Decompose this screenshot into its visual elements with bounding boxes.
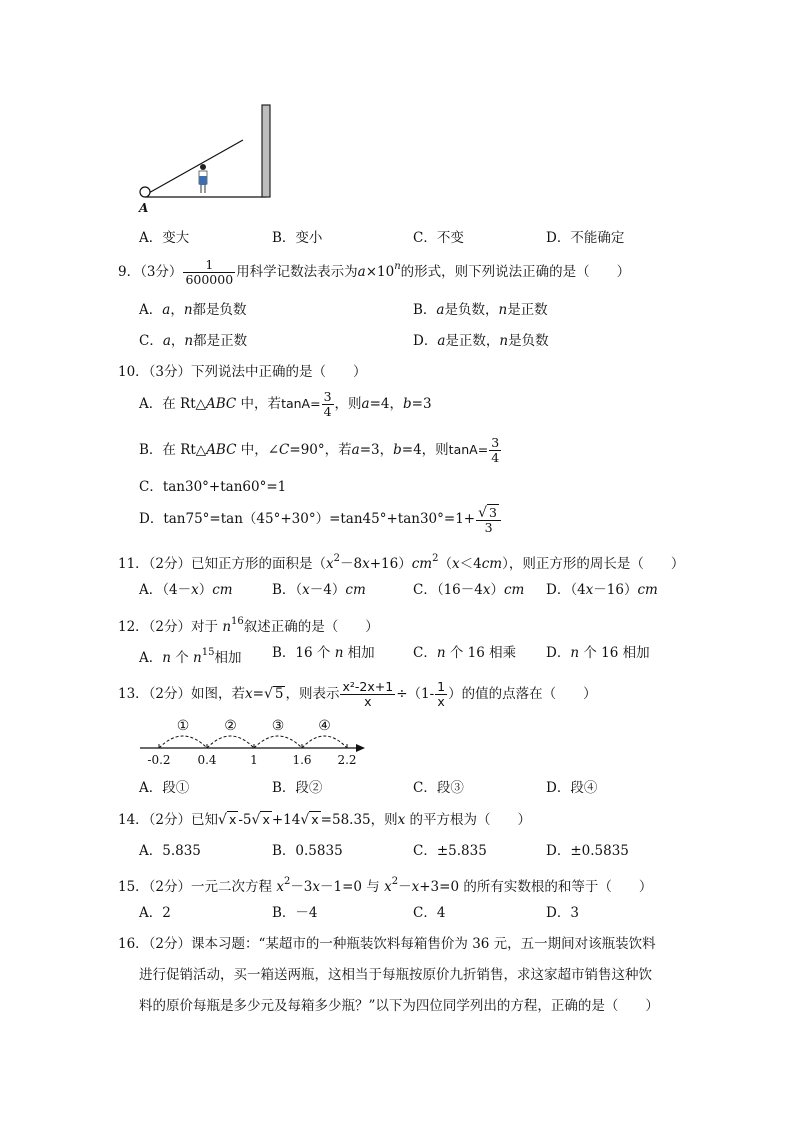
q10-stem: 10．（3分）下列说法中正确的是（ ）: [118, 364, 367, 380]
q8-option-b[interactable]: B．变小: [272, 230, 323, 246]
number-line-tick-label: 0.4: [197, 753, 217, 767]
wall-rect: [262, 105, 270, 197]
q8-option-d[interactable]: D．不能确定: [546, 230, 625, 246]
q10-option-a[interactable]: A．在 Rt△ABC 中，若tanA= $\frac{3}{4}$ ，则a=4，b=3: [139, 389, 432, 419]
q16-line-2: 进行促销活动，买一箱送两瓶，这相当于每瓶按原价九折销售，求这家超市销售这种饮: [139, 967, 652, 983]
number-line: [135, 712, 375, 770]
point-a-label: A: [139, 201, 149, 215]
q15-stem: 15．（2分）一元二次方程 $x^2-3x-1=0$ 与 $x^2-x+3=0$ 的所有实数根的和等于（ ）: [118, 876, 653, 895]
q12-option-a[interactable]: A．n 个 $n^{15}$相加: [139, 647, 242, 666]
q12-option-c[interactable]: C．n 个 16 相乘: [413, 645, 517, 661]
q15-option-d[interactable]: D．3: [546, 905, 579, 921]
q9-option-c[interactable]: C．a，n都是正数: [139, 333, 248, 349]
segment-label: ③: [271, 718, 285, 734]
q10-option-b[interactable]: B．在 Rt△ABC 中，∠C=90°，若a=3，b=4，则tanA= $\frac{3}{4}$: [139, 435, 500, 465]
q9-option-b[interactable]: B．a是负数，n是正数: [413, 302, 548, 318]
point-a-circle: [140, 187, 150, 197]
person-figure: [199, 164, 207, 193]
q13-stem: 13．（2分）如图，若x=√ 5 ，则表示 $\frac{\text{x²-2x+1}}{x}$ ÷（1- $\frac{1}{x}$ ）的值的点落在（ ）: [118, 679, 597, 709]
q15-option-a[interactable]: A．2: [139, 905, 171, 921]
incline-line: [147, 140, 243, 194]
q14-option-b[interactable]: B．0.5835: [272, 843, 343, 859]
segment-label: ④: [318, 718, 331, 734]
q8-option-c[interactable]: C．不变: [413, 230, 464, 246]
number-line-tick-label: -0.2: [147, 753, 171, 767]
q11-option-a[interactable]: A．（4－x）cm: [139, 582, 233, 598]
segment-arc: [159, 736, 207, 748]
q14-stem: 14．（2分）已知√ x -5√ x +14√ x =58.35，则x 的平方根为（ ）: [118, 812, 532, 828]
q9-option-a[interactable]: A．a，n都是负数: [139, 302, 247, 318]
number-line-tick-label: 1: [250, 753, 258, 767]
q11-option-c[interactable]: C．（16－4x）cm: [413, 582, 525, 598]
q11-stem: 11．（2分）已知正方形的面积是$(x^2-8x+16)cm^2(x<4cm)$，则正方形的周长是（ ）: [118, 553, 685, 572]
segment-arc: [302, 736, 347, 748]
ramp-figure: [135, 100, 275, 215]
q9-fraction: $\frac{1}{600000}$: [185, 257, 234, 287]
q13-option-c[interactable]: C．段③: [413, 780, 464, 796]
q16-line-3: 料的原价每瓶是多少元及每箱多少瓶？”以下为四位同学列出的方程，正确的是（ ）: [139, 998, 659, 1014]
segment-label: ②: [224, 718, 237, 734]
q9-option-d[interactable]: D．a是正数，n是负数: [413, 333, 549, 349]
q12-option-b[interactable]: B．16 个 n 相加: [272, 645, 375, 661]
q12-stem: 12．（2分）对于 $n^{16}$叙述正确的是（ ）: [118, 616, 379, 635]
q15-option-b[interactable]: B．－4: [272, 905, 318, 921]
q10-option-d[interactable]: D．tan75°=tan（45°+30°）=tan45°+tan30°=1+ $\frac{√ 3}{3}$: [139, 504, 502, 535]
q8-option-a[interactable]: A．变大: [139, 230, 190, 246]
q15-option-c[interactable]: C．4: [413, 905, 446, 921]
number-line-tick-label: 1.6: [292, 753, 312, 767]
q11-option-d[interactable]: D．（4x－16）cm: [546, 582, 658, 598]
q14-option-a[interactable]: A．5.835: [139, 843, 201, 859]
q16-line-1: 16．（2分）课本习题：“某超市的一种瓶装饮料每箱售价为 36 元，五一期间对该瓶装饮料: [118, 936, 656, 952]
q14-option-d[interactable]: D．±0.5835: [546, 843, 629, 859]
q10-option-c[interactable]: C．tan30°+tan60°=1: [139, 479, 287, 495]
segment-arc: [207, 736, 254, 748]
q13-option-d[interactable]: D．段④: [546, 780, 598, 796]
q9-stem: 9．（3分） $\frac{1}{600000}$ 用科学记数法表示为$a\times 10^n$的形式，则下列说法正确的是（ ）: [118, 257, 631, 287]
q14-option-c[interactable]: C．±5.835: [413, 843, 487, 859]
segment-arc: [254, 736, 302, 748]
segment-label: ①: [176, 718, 190, 734]
number-line-arrow: [356, 744, 365, 752]
q11-option-b[interactable]: B．（x－4）cm: [272, 582, 366, 598]
q13-option-a[interactable]: A．段①: [139, 780, 190, 796]
number-line-tick-label: 2.2: [337, 753, 357, 767]
q13-option-b[interactable]: B．段②: [272, 780, 323, 796]
q12-option-d[interactable]: D．n 个 16 相加: [546, 645, 650, 661]
